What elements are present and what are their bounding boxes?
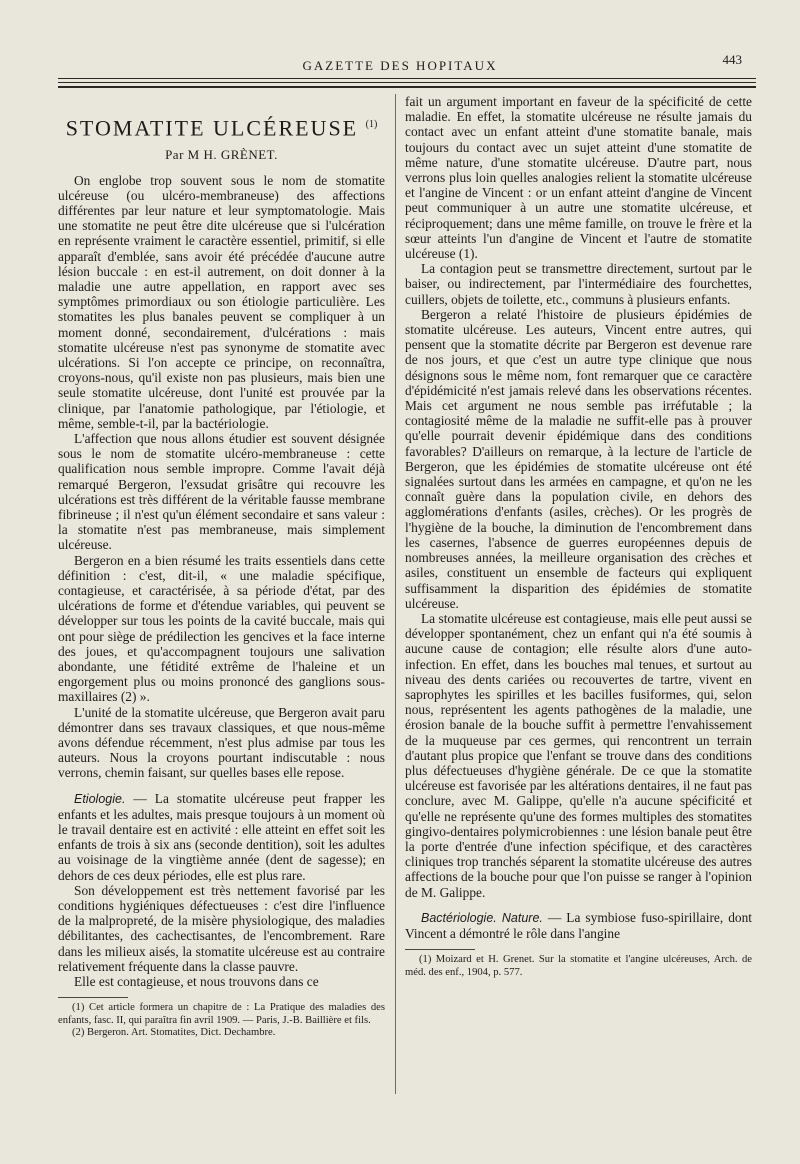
paragraph: La stomatite ulcéreuse est contagieuse, mais elle peut aussi se développer spontanément, chez un enfant qui n'a été soumis à aucune cause de contagion; elle résulte alors d'une auto-infection. En effet, dans les bouches mal tenues, et surtout au niveau des dents cariées ou recouvertes de tartre, vivent en saprophytes les spirilles et les bacilles fusiformes, qui, selon nous, représentent les agents pathogènes de la maladie, une érosion banale de la bouche suffit à permettre l'envahissement de la muqueuse par ces germes, qui rencontrent un terrain d'autant plus propice que l'enfant se trouve dans des conditions plus défectueuses d'hygiène générale. De ce que la stomatite ulcéreuse est favorisée par les altérations dentaires, il ne faut pas conclure, avec M. Galippe, qu'elle n'a aucune spécificité et qu'elle ne représente qu'une des formes multiples des stomatites gingivo-dentaires polymicrobiennes : une lésion banale peut être la porte d'entrée d'une infection spécifique, et des caractères cliniques trop tranchés séparent la stomatite ulcéreuse des autres affections de la bouche pour que l'on puisse se ranger à l'opinion de M. Galippe. <box>405 610 752 900</box>
footnote: (2) Bergeron. Art. Stomatites, Dict. Dechambre. <box>72 1027 276 1039</box>
paragraph: On englobe trop souvent sous le nom de stomatite ulcéreuse (ou ulcéro-membraneuse) des affections différentes par leur nature et leur symptomatologie. Mais une stomatite ne peut être dite ulcéreuse que si l'ulcération en représente vraiment le caractère essentiel, primitif, si elle apparaît d'emblée, sans avoir été précédée d'aucune autre lésion buccale : en est-il autrement, on doit donner à la maladie une autre appellation, en rapport avec ses symptômes primordiaux ou son étiologie particulière. Les stomatites les plus banales peuvent se compliquer à un moment donné, secondairement, d'ulcérations : mais stomatite ulcéreuse n'est pas synonyme de stomatite avec ulcérations. Si l'on accepte ce principe, on reconnaîtra, croyons-nous, qu'il existe non pas plusieurs, mais bien une seule stomatite ulcéreuse, dont l'unité est prouvée par la clinique, par l'anatomie pathologique, par l'étiologie, et même, semble-t-il, par la bactériologie. <box>58 172 385 431</box>
paragraph <box>405 910 752 941</box>
right-column <box>405 94 752 979</box>
paragraph: La contagion peut se transmettre directement, surtout par le baiser, ou indirectement, par l'intermédiaire des fourchettes, cuillers, objets de toilette, etc., communs à plusieurs enfants. <box>405 261 752 307</box>
paragraph: Son développement est très nettement favorisé par les conditions hygiéniques défectueuses : c'est dire l'influence de la malpropreté, de la misère physiologique, des maladies débilitantes, des cachectisantes, de l'encombrement. Rare dans les milieux aisés, la stomatite ulcéreuse est au contraire relativement fréquente dans la classe pauvre. <box>58 882 385 974</box>
header-rule <box>58 82 756 83</box>
footnote: (1) Moizard et H. Grenet. Sur la stomatite et l'angine ulcéreuses, Arch. de méd. des enf., 1904, p. 577. <box>405 954 752 978</box>
paragraph: L'unité de la stomatite ulcéreuse, que Bergeron avait paru démontrer dans ses travaux classiques, et que nous-même avons défendue récemment, n'est plus admise par tous les auteurs. Nous la croyons pourtant indiscutable : nous verrons, chemin faisant, sur quelles bases elle repose. <box>58 704 385 781</box>
paragraph-text: — La symbiose fuso-spirillaire, dont Vincent a démontré le rôle dans l'angine <box>405 909 753 941</box>
section-heading-etiologie: Etiologie. <box>74 791 126 806</box>
page-number: 443 <box>722 52 742 67</box>
footnote: (1) Cet article formera un chapitre de : La Pratique des maladies des enfants, fasc. II, qui paraîtra fin avril 1909. — Paris, J.-B. Baillière et fils. <box>58 1002 385 1026</box>
left-column <box>58 94 385 1040</box>
paragraph: L'affection que nous allons étudier est souvent désignée sous le nom de stomatite ulcéro-membraneuse : cette qualification nous semble impropre. Comme l'avait déjà remarqué Bergeron, l'exsudat grisâtre qui recouvre les ulcérations est très différent de la véritable fausse membrane fibrineuse ; il n'est qu'un élément secondaire et sans valeur : la stomatite n'est pas membraneuse, mais simplement ulcéreuse. <box>58 430 385 553</box>
paragraph: Bergeron a relaté l'histoire de plusieurs épidémies de stomatite ulcéreuse. Les auteurs, Vincent entre autres, qui pensent que la stomatite décrite par Bergeron est devenue rare de nos jours, et que c'est un autre type clinique que nous désignons sous le même nom, font remarquer que ce caractère d'épidémicité n'est jamais relevé dans les observations récentes. Mais cet argument ne nous semble pas irréfutable ; la contagiosité même de la maladie ne suffit-elle pas à prouver qu'elle pourrait devenir épidémique dans des conditions favorables? D'ailleurs on remarque, à la lecture de l'article de Bergeron, que les épidémies de stomatite ulcéreuse ont été signalées surtout dans les armées en campagne, et qu'on ne les connaît guère dans la population civile, en dehors des agglomérations d'enfants (asiles, crèches). Or les progrès de l'hygiène de la bouche, la diminution de l'encombrement dans les casernes, l'absence de guerres européennes depuis de nombreuses années, la meilleure organisation des crèches et asiles, constituent un ensemble de facteurs qui expliquent suffisamment la disparition des épidémies de stomatite ulcéreuse. <box>405 306 752 611</box>
column-separator <box>395 94 396 1094</box>
paragraph: fait un argument important en faveur de la spécificité de cette maladie. En effet, la stomatite ulcéreuse ne résulte jamais du contact avec un enfant atteint d'une stomatite banale, mais toujours du contact avec un sujet atteint d'une stomatite de même nature, d'une stomatite ulcéreuse. D'autre part, nous verrons plus loin quelles analogies relient la stomatite ulcéreuse et l'angine de Vincent : or un enfant atteint d'angine de Vincent peut communiquer à un autre une stomatite ulcéreuse, et réciproquement; dans une même famille, on trouve le frère et la sœur atteints l'un d'angine de Vincent et l'autre de stomatite ulcéreuse (1). <box>405 94 752 262</box>
paragraph-text: — La stomatite ulcéreuse peut frapper les enfants et les adultes, mais presque toujours à un moment où le travail dentaire est en activité : elle atteint en effet soit les enfants de trois à six ans (seconde dentition), soit les adultes au voisinage de la vingtième année (dent de sagesse); en dehors de ces deux périodes, elle est plus rare. <box>58 790 385 883</box>
footnote-rule <box>405 949 475 950</box>
paragraph: Elle est contagieuse, et nous trouvons dans ce <box>74 974 319 990</box>
section-heading-bacteriologie: Bactériologie. Nature. <box>421 910 543 925</box>
footnote-rule <box>58 997 128 998</box>
spacer <box>58 781 385 791</box>
running-header: GAZETTE DES HOPITAUX <box>302 58 498 73</box>
article-title <box>58 112 385 141</box>
spacer <box>405 900 752 910</box>
header-rule <box>58 86 756 88</box>
header-rule <box>58 78 756 79</box>
article-title-note: (1) <box>365 119 378 130</box>
article-title-text: STOMATITE ULCÉREUSE <box>65 115 359 141</box>
paragraph: Bergeron en a bien résumé les traits essentiels dans cette définition : c'est, dit-il, « une maladie spécifique, contagieuse, et caractérisée, à sa période d'état, par des ulcérations de forme et d'étendue variables, qui peuvent se développer sur tous les points de la cavité buccale, mais qui ont pour siège de prédilection les gencives et la face interne des joues, et qu'accompagnent toujours une salivation abondante, une fétidité extrême de l'haleine et un engorgement plus ou moins prononcé des ganglions sous-maxillaires (2) ». <box>58 552 385 705</box>
paragraph <box>58 791 385 883</box>
byline: Par M H. GRÈNET. <box>165 147 278 163</box>
